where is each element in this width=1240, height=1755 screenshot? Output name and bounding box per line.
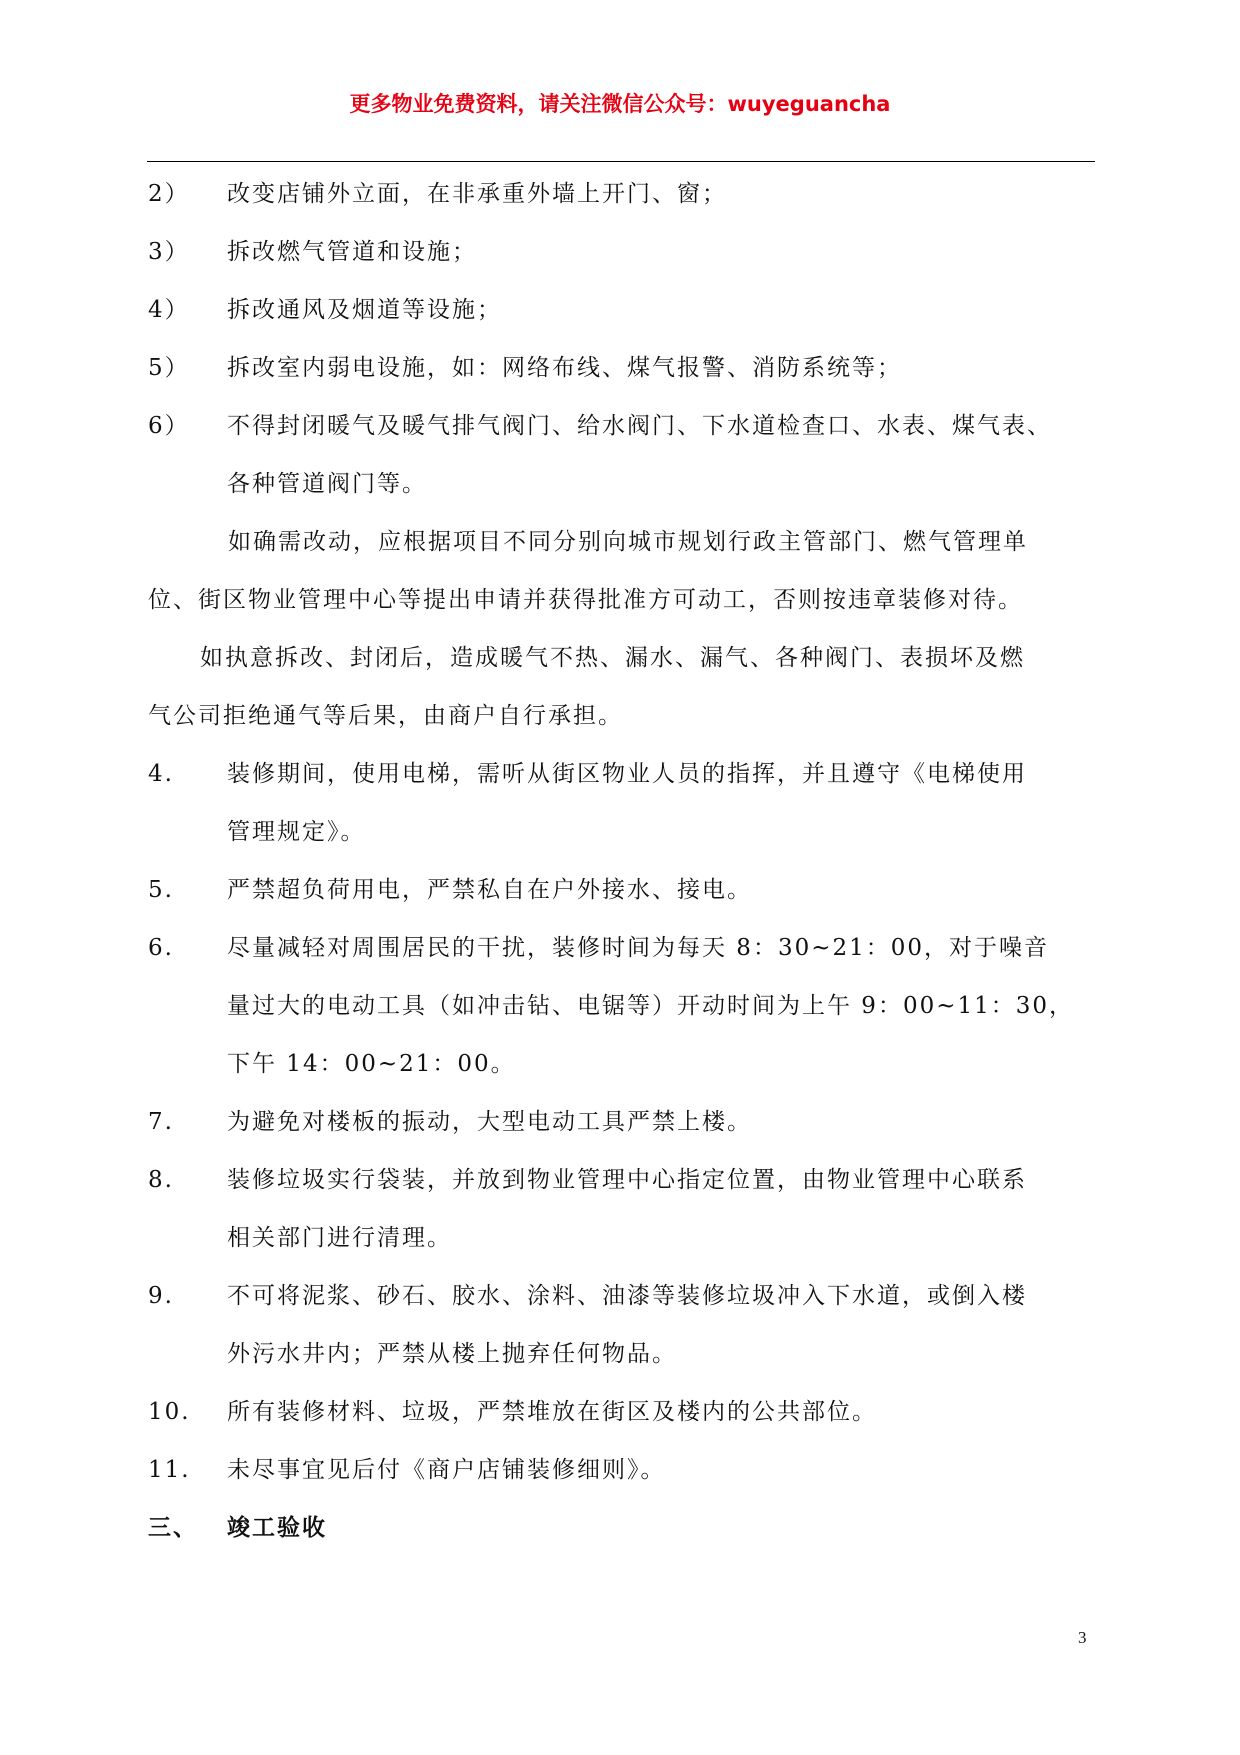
rule-text: 管理规定》。 xyxy=(227,819,366,845)
item-number: 2） xyxy=(148,181,190,207)
list-item xyxy=(148,344,1095,402)
paragraph-text: 位、街区物业管理中心等提出申请并获得批准方可动工，否则按违章装修对待。 xyxy=(148,587,1023,613)
rule-text: 为避免对楼板的振动，大型电动工具严禁上楼。 xyxy=(227,1109,752,1135)
paragraph-line xyxy=(148,692,1095,750)
rule-item xyxy=(148,1156,1095,1214)
item-number: 3） xyxy=(148,239,190,265)
rule-item-continuation xyxy=(148,1214,1095,1272)
rule-item-continuation xyxy=(148,1040,1095,1098)
rule-number: 10. xyxy=(148,1399,191,1425)
paragraph-text: 如执意拆改、封闭后，造成暖气不热、漏水、漏气、各种阀门、表损坏及燃 xyxy=(200,645,1025,671)
rule-number: 6. xyxy=(148,935,174,961)
rule-item xyxy=(148,1272,1095,1330)
item-number: 4） xyxy=(148,297,190,323)
paragraph-text: 气公司拒绝通气等后果，由商户自行承担。 xyxy=(148,703,623,729)
item-number: 6） xyxy=(148,413,190,439)
rule-number: 4. xyxy=(148,761,174,787)
list-item xyxy=(148,286,1095,344)
rule-item xyxy=(148,866,1095,924)
document-body xyxy=(148,170,1095,1562)
item-text: 各种管道阀门等。 xyxy=(227,471,427,497)
rule-text: 外污水井内；严禁从楼上抛弃任何物品。 xyxy=(227,1341,677,1367)
rule-item xyxy=(148,750,1095,808)
item-text: 拆改室内弱电设施，如：网络布线、煤气报警、消防系统等； xyxy=(227,355,902,381)
rule-item xyxy=(148,1098,1095,1156)
rule-text: 相关部门进行清理。 xyxy=(227,1225,452,1251)
rule-number: 8. xyxy=(148,1167,174,1193)
promo-header: 更多物业免费资料，请关注微信公众号：wuyeguancha xyxy=(349,92,891,116)
paragraph-line xyxy=(148,576,1095,634)
rule-item-continuation xyxy=(148,808,1095,866)
paragraph-line xyxy=(148,634,1095,692)
rule-item xyxy=(148,924,1095,982)
rule-text: 未尽事宜见后付《商户店铺装修细则》。 xyxy=(227,1457,666,1483)
page-number: 3 xyxy=(1078,1628,1087,1647)
rule-text: 装修期间，使用电梯，需听从街区物业人员的指挥，并且遵守《电梯使用 xyxy=(227,761,1027,787)
rule-item xyxy=(148,1446,1095,1504)
list-item xyxy=(148,228,1095,286)
item-text: 改变店铺外立面，在非承重外墙上开门、窗； xyxy=(227,181,727,207)
rule-text: 严禁超负荷用电，严禁私自在户外接水、接电。 xyxy=(227,877,752,903)
section-number: 三、 xyxy=(148,1515,198,1541)
rule-text: 所有装修材料、垃圾，严禁堆放在街区及楼内的公共部位。 xyxy=(227,1399,877,1425)
section-heading xyxy=(148,1504,1095,1562)
rule-item-continuation xyxy=(148,1330,1095,1388)
list-item-continuation xyxy=(148,460,1095,518)
list-item xyxy=(148,402,1095,460)
item-number: 5） xyxy=(148,355,190,381)
paragraph-text: 如确需改动，应根据项目不同分别向城市规划行政主管部门、燃气管理单 xyxy=(228,529,1028,555)
rule-text: 装修垃圾实行袋装，并放到物业管理中心指定位置，由物业管理中心联系 xyxy=(227,1167,1027,1193)
rule-number: 9. xyxy=(148,1283,174,1309)
rule-text: 下午 14：00~21：00。 xyxy=(227,1051,516,1077)
rule-number: 5. xyxy=(148,877,174,903)
item-text: 不得封闭暖气及暖气排气阀门、给水阀门、下水道检查口、水表、煤气表、 xyxy=(227,413,1052,439)
paragraph-line xyxy=(148,518,1095,576)
list-item xyxy=(148,170,1095,228)
rule-text: 量过大的电动工具（如冲击钻、电锯等）开动时间为上午 9：00~11：30， xyxy=(227,993,1075,1019)
rule-number: 7. xyxy=(148,1109,174,1135)
item-text: 拆改通风及烟道等设施； xyxy=(227,297,502,323)
header-divider xyxy=(147,161,1095,162)
section-title: 竣工验收 xyxy=(227,1515,327,1541)
item-text: 拆改燃气管道和设施； xyxy=(227,239,477,265)
rule-item xyxy=(148,1388,1095,1446)
rule-text: 尽量减轻对周围居民的干扰，装修时间为每天 8：30~21：00，对于噪音 xyxy=(227,935,1050,961)
rule-text: 不可将泥浆、砂石、胶水、涂料、油漆等装修垃圾冲入下水道，或倒入楼 xyxy=(227,1283,1027,1309)
rule-item-continuation xyxy=(148,982,1095,1040)
rule-number: 11. xyxy=(148,1457,191,1483)
